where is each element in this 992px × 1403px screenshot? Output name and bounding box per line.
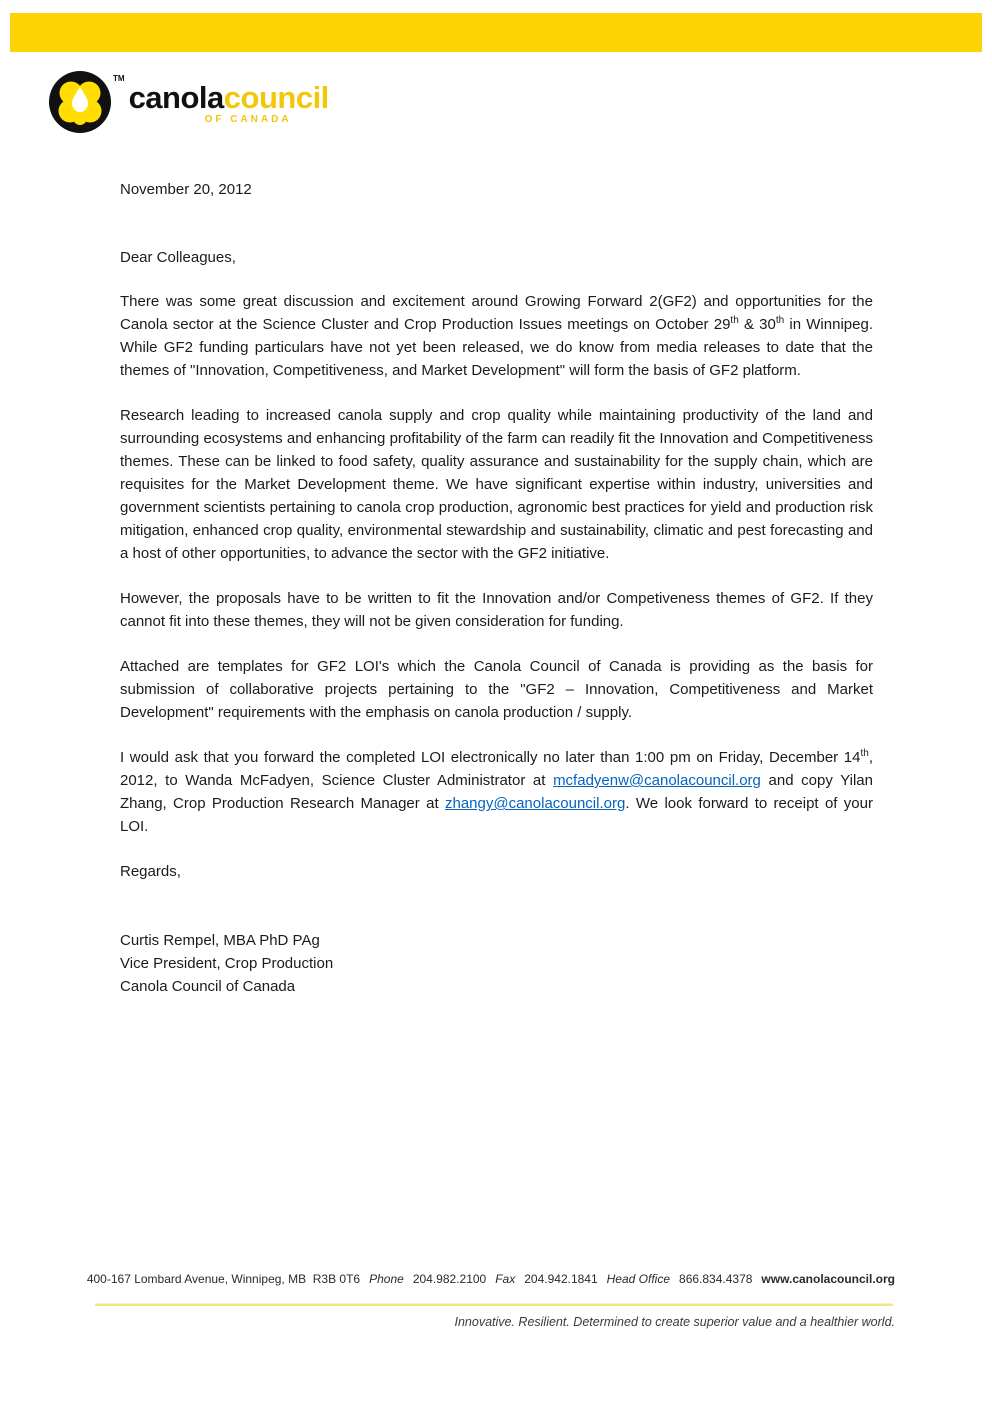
head-office-number: 866.834.4378 bbox=[679, 1272, 753, 1286]
letter-paragraph-4: Attached are templates for GF2 LOI's which the Canola Council of Canada is providing as the basis for submission of collaborative projects pertaining to the "GF2 – Innovation, Competitiveness and Market Development" requirements with the emphasis on canola production / supply. bbox=[120, 658, 873, 721]
trademark-symbol: TM bbox=[113, 74, 125, 83]
paragraph-text: & 30 bbox=[738, 316, 776, 333]
email-link-zhangy[interactable]: zhangy@canolacouncil.org bbox=[444, 795, 626, 812]
footer-street-address: 400-167 Lombard Avenue, Winnipeg, MB R3B 0T6 bbox=[86, 1272, 361, 1286]
letter-body bbox=[120, 178, 873, 998]
paragraph-text: in Winnipeg. While GF2 funding particulars have not yet been released, we do know from media releases to date that the themes of "Innovation, Competitiveness, and Market Development" will form the basis of GF2 platform. bbox=[120, 316, 873, 379]
fax-label: Fax bbox=[495, 1272, 516, 1286]
paragraph-text: , 2012, to Wanda McFadyen, Science Cluster Administrator at bbox=[120, 749, 873, 789]
canola-flower-icon bbox=[48, 70, 112, 134]
letter-paragraph-5 bbox=[120, 746, 873, 838]
phone-number: 204.982.2100 bbox=[412, 1272, 487, 1286]
brand-name-canola: canola bbox=[128, 80, 224, 115]
signature-title: Vice President, Crop Production bbox=[120, 955, 334, 972]
signature-org: Canola Council of Canada bbox=[120, 978, 296, 995]
signature-name: Curtis Rempel, MBA PhD PAg bbox=[120, 932, 320, 949]
brand-name-council: council bbox=[223, 80, 329, 115]
paragraph-text: . We look forward to receipt of your LOI. bbox=[120, 795, 873, 835]
paragraph-text: I would ask that you forward the completed LOI electronically no later than 1:00 pm on Friday, December 14 bbox=[120, 749, 861, 766]
ordinal-superscript: th bbox=[730, 315, 739, 326]
ordinal-superscript: th bbox=[775, 315, 785, 326]
letter-paragraph-3: However, the proposals have to be written to fit the Innovation and/or Competiveness themes of GF2. If they cannot fit into these themes, they will not be given consideration for funding. bbox=[120, 590, 873, 630]
paragraph-text: and copy Yilan Zhang, Crop Production Research Manager at bbox=[120, 772, 873, 812]
letter-salutation: Dear Colleagues, bbox=[120, 249, 236, 266]
brand-sub-of-canada: OF CANADA bbox=[204, 114, 292, 125]
canola-council-logo bbox=[48, 70, 329, 134]
brand-wordmark bbox=[129, 82, 329, 125]
letter-date: November 20, 2012 bbox=[120, 181, 252, 198]
letter-closing: Regards, bbox=[120, 863, 181, 880]
letter-paragraph-1 bbox=[120, 290, 873, 382]
email-link-mcfadyenw[interactable]: mcfadyenw@canolacouncil.org bbox=[553, 772, 761, 789]
head-office-label: Head Office bbox=[606, 1272, 671, 1286]
footer-contact-line bbox=[87, 1272, 895, 1287]
ordinal-superscript: th bbox=[860, 748, 869, 759]
footer-tagline: Innovative. Resilient. Determined to create superior value and a healthier world. bbox=[454, 1315, 895, 1329]
letter-paragraph-2: Research leading to increased canola supply and crop quality while maintaining productivity of the land and surrounding ecosystems and enhancing profitability of the farm can readily fit the Innovation and Competitiveness themes. These can be linked to food safety, quality assurance and sustainability for the supply chain, which are requisites for the Market Development theme. We have significant expertise within industry, universities and government scientists pertaining to canola crop production, agronomic best practices for yield and production risk mitigation, enhanced crop quality, environmental stewardship and sustainability, climatic and pest forecasting and a host of other opportunities, to advance the sector with the GF2 initiative. bbox=[120, 407, 873, 562]
top-accent-bar bbox=[10, 13, 982, 52]
website-url: www.canolacouncil.org bbox=[761, 1272, 895, 1286]
phone-label: Phone bbox=[369, 1272, 404, 1286]
footer-divider bbox=[95, 1303, 893, 1306]
fax-number: 204.942.1841 bbox=[524, 1272, 598, 1286]
paragraph-text: There was some great discussion and excitement around Growing Forward 2(GF2) and opportunities for the Canola sector at the Science Cluster and Crop Production Issues meetings on October 29 bbox=[120, 293, 873, 333]
